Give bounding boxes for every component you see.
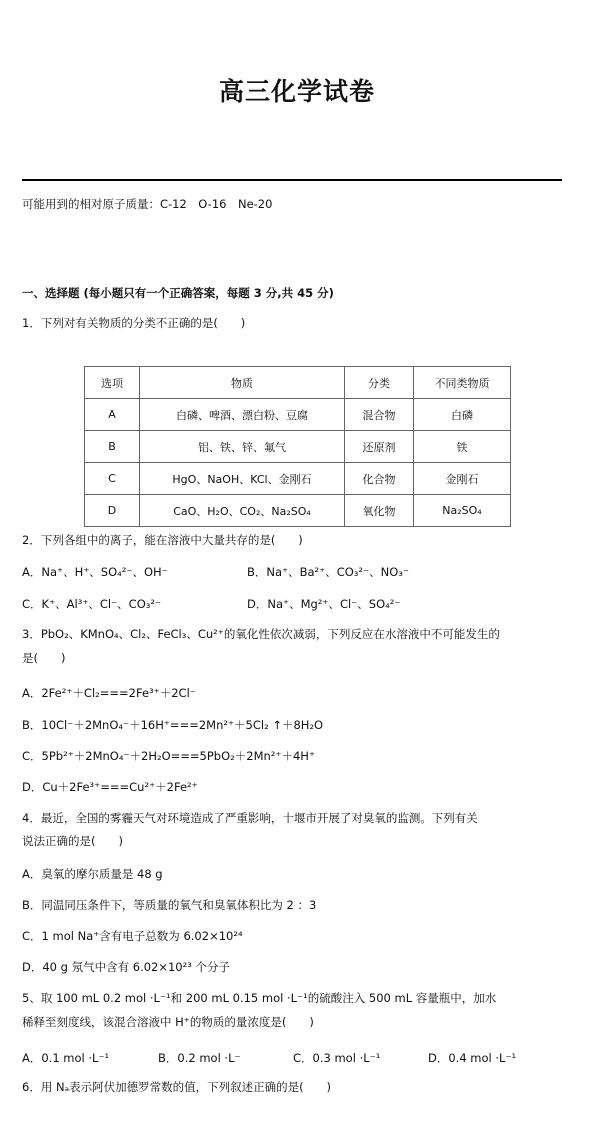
table-row bbox=[85, 431, 511, 463]
page-title: 高三化学试卷 bbox=[218, 77, 375, 106]
question-3-option-c: C．5Pb²⁺＋2MnO₄⁻＋2H₂O===5PbO₂＋2Mn²⁺＋4H⁺ bbox=[22, 749, 316, 763]
classification-table bbox=[84, 366, 511, 527]
table-cell: 还原剂 bbox=[345, 431, 414, 463]
table-cell: 混合物 bbox=[345, 399, 414, 431]
question-5-option-b: B．0.2 mol ·L⁻ bbox=[158, 1051, 241, 1065]
table-header-row bbox=[85, 367, 511, 399]
atomic-masses-note: 可能用到的相对原子质量：C-12 O-16 Ne-20 bbox=[22, 197, 273, 211]
question-3-option-b: B．10Cl⁻＋2MnO₄⁻＋16H⁺===2Mn²⁺＋5Cl₂ ↑＋8H₂O bbox=[22, 718, 324, 732]
question-4-stem-line2: 说法正确的是( ) bbox=[22, 834, 123, 848]
table-cell: C bbox=[85, 463, 140, 495]
table-cell: CaO、H₂O、CO₂、Na₂SO₄ bbox=[140, 495, 345, 527]
table-cell: A bbox=[85, 399, 140, 431]
question-2-option-c: C．K⁺、Al³⁺、Cl⁻、CO₃²⁻ bbox=[22, 597, 162, 611]
table-header-cell: 分类 bbox=[345, 367, 414, 399]
section-heading: 一、选择题 (每小题只有一个正确答案，每题 3 分,共 45 分) bbox=[22, 286, 334, 300]
table-cell: 白磷 bbox=[414, 399, 511, 431]
table-cell: 铝、铁、锌、氟气 bbox=[140, 431, 345, 463]
table-cell: 铁 bbox=[414, 431, 511, 463]
question-3-stem-line2: 是( ) bbox=[22, 651, 66, 665]
table-cell: D bbox=[85, 495, 140, 527]
table-row bbox=[85, 463, 511, 495]
table-row bbox=[85, 399, 511, 431]
table-header-cell: 选项 bbox=[85, 367, 140, 399]
question-3-option-a: A．2Fe²⁺＋Cl₂===2Fe³⁺＋2Cl⁻ bbox=[22, 686, 196, 700]
table-cell: 金刚石 bbox=[414, 463, 511, 495]
question-4-option-c: C．1 mol Na⁺含有电子总数为 6.02×10²⁴ bbox=[22, 929, 243, 943]
question-5-option-d: D．0.4 mol ·L⁻¹ bbox=[428, 1051, 517, 1065]
question-4-option-a: A．臭氧的摩尔质量是 48 g bbox=[22, 867, 163, 881]
question-5-stem-line1: 5、取 100 mL 0.2 mol ·L⁻¹和 200 mL 0.15 mol ·L⁻¹的硫酸注入 500 mL 容量瓶中，加水 bbox=[22, 991, 497, 1005]
table-cell: 氧化物 bbox=[345, 495, 414, 527]
table-header-cell: 物质 bbox=[140, 367, 345, 399]
table-cell: 白磷、啤酒、漂白粉、豆腐 bbox=[140, 399, 345, 431]
table-cell: B bbox=[85, 431, 140, 463]
question-2-option-b: B．Na⁺、Ba²⁺、CO₃²⁻、NO₃⁻ bbox=[247, 565, 409, 579]
table-cell: HgO、NaOH、KCl、金刚石 bbox=[140, 463, 345, 495]
question-3-stem-line1: 3．PbO₂、KMnO₄、Cl₂、FeCl₃、Cu²⁺的氧化性依次减弱，下列反应在水溶液中不可能发生的 bbox=[22, 627, 500, 641]
question-3-option-d: D．Cu＋2Fe³⁺===Cu²⁺＋2Fe²⁺ bbox=[22, 780, 198, 794]
question-6-stem: 6．用 Nₐ表示阿伏加德罗常数的值，下列叙述正确的是( ) bbox=[22, 1080, 332, 1094]
question-5-stem-line2: 稀释至刻度线，该混合溶液中 H⁺的物质的量浓度是( ) bbox=[22, 1015, 314, 1029]
question-4-option-d: D．40 g 氖气中含有 6.02×10²³ 个分子 bbox=[22, 960, 231, 974]
question-4-stem-line1: 4．最近，全国的雾霾天气对环境造成了严重影响，十堰市开展了对臭氧的监测。下列有关 bbox=[22, 811, 478, 825]
table-header-cell: 不同类物质 bbox=[414, 367, 511, 399]
question-5-option-a: A．0.1 mol ·L⁻¹ bbox=[22, 1051, 110, 1065]
table-row bbox=[85, 495, 511, 527]
table-cell: 化合物 bbox=[345, 463, 414, 495]
question-5-option-c: C．0.3 mol ·L⁻¹ bbox=[293, 1051, 381, 1065]
title-divider bbox=[22, 179, 562, 181]
table-cell: Na₂SO₄ bbox=[414, 495, 511, 527]
question-2-option-a: A．Na⁺、H⁺、SO₄²⁻、OH⁻ bbox=[22, 565, 168, 579]
question-1-stem: 1．下列对有关物质的分类不正确的是( ) bbox=[22, 316, 246, 330]
question-4-option-b: B．同温同压条件下，等质量的氧气和臭氧体积比为 2 ：3 bbox=[22, 898, 317, 912]
question-2-option-d: D．Na⁺、Mg²⁺、Cl⁻、SO₄²⁻ bbox=[247, 597, 401, 611]
question-2-stem: 2．下列各组中的离子，能在溶液中大量共存的是( ) bbox=[22, 533, 303, 547]
